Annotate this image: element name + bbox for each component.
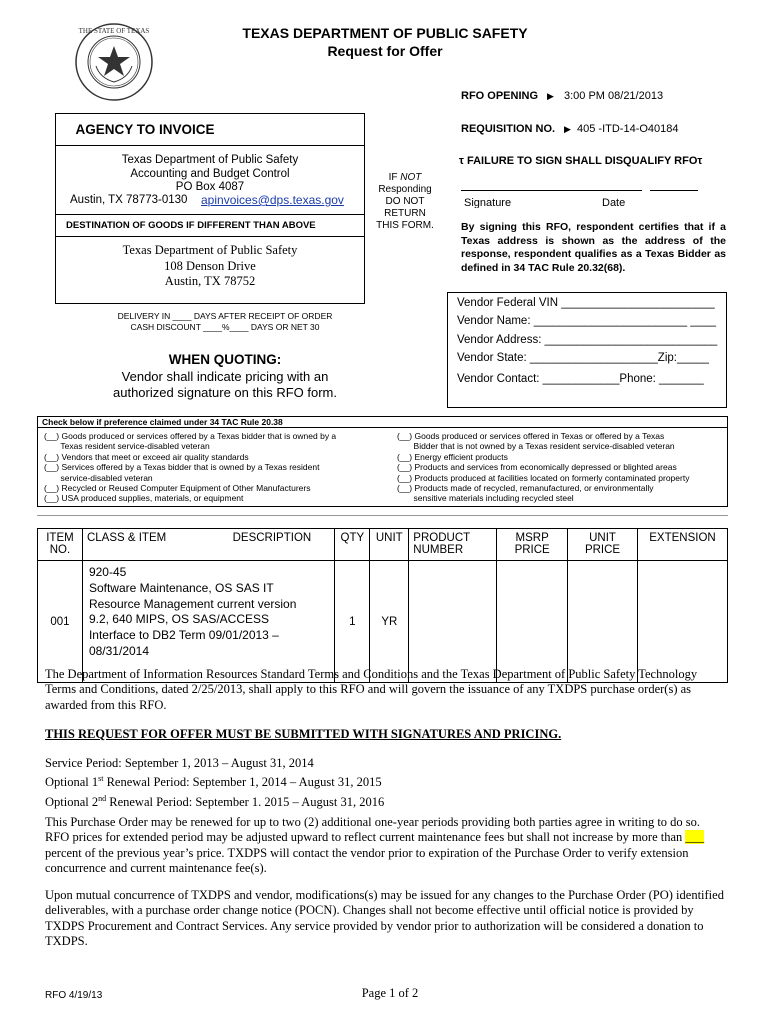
failure-to-sign-warning	[459, 155, 702, 167]
preference-option[interactable]: (__) Products made of recycled, remanufactured, or environmentally	[397, 483, 654, 494]
vendor-address-field[interactable]: Vendor Address: ___________________________	[457, 334, 718, 346]
agency-line2: Accounting and Budget Control	[130, 167, 290, 180]
dest-line3: Austin, TX 78752	[164, 274, 256, 288]
vendor-info-box	[447, 292, 727, 408]
preference-option[interactable]: (__) Products produced at facilities located on formerly contaminated property	[397, 472, 690, 483]
preference-left-list[interactable]	[44, 431, 336, 504]
side-note-if: IF	[388, 172, 401, 183]
tau-symbol: τ	[697, 155, 703, 167]
date-label: Date	[602, 197, 626, 208]
preference-option[interactable]: (__) Energy efficient products	[397, 451, 508, 462]
cell-qty: 1	[335, 561, 370, 683]
rfo-opening-label: RFO OPENING	[461, 90, 539, 102]
preference-option[interactable]: (__) USA produced supplies, materials, or equipment	[44, 493, 244, 504]
cell-item-no: 001	[38, 561, 83, 683]
preference-heading: Check below if preference claimed under 34 TAC Rule 20.38	[38, 417, 727, 428]
side-note-line3: DO NOT	[385, 196, 425, 207]
delivery-terms	[75, 311, 375, 332]
renewal-text-a: This Purchase Order may be renewed for up to two (2) additional one-year periods providing both parties agree in writing to do so. RFO prices for extended period may be adjusted upward to reflect current maintenance fees but shall not increase by more than	[45, 815, 701, 845]
date-line[interactable]	[650, 190, 698, 191]
quoting-line2: authorized signature on this RFO form.	[113, 385, 337, 400]
destination-header	[56, 214, 364, 237]
col-class-item: CLASS & ITEM	[86, 532, 167, 544]
terms-paragraph: The Department of Information Resources Standard Terms and Conditions and the Texas Department of Public Safety Technology Terms and Conditions, dated 2/25/2013, shall apply to this RFO and will govern the issuance of any TXDPS purchase order(s) as awarded from this RFO.	[45, 667, 698, 712]
side-note-line4: RETURN	[384, 208, 426, 219]
form-id: RFO 4/19/13	[45, 990, 103, 1001]
certification-text: By signing this RFO, respondent certifies that if a Texas address is shown as the address of the response, respondent qualifies as a Texas Bidder as defined in 34 TAC Rule 20.32(68).	[461, 221, 726, 274]
preference-option[interactable]: (__) Goods produced or services offered by a Texas bidder that is owned by a	[44, 431, 337, 441]
desc-line: 9.2, 640 MIPS, OS SAS/ACCESS	[88, 612, 270, 627]
preference-option: service-disabled veteran	[44, 472, 153, 483]
cell-extension[interactable]	[637, 561, 727, 683]
page-subtitle: Request for Offer	[327, 43, 443, 59]
col-unit: UNIT	[370, 529, 409, 561]
when-quoting	[75, 352, 375, 401]
vendor-name-field[interactable]: Vendor Name: ________________________ ____	[457, 315, 716, 327]
modifications-paragraph: Upon mutual concurrence of TXDPS and vendor, modifications(s) may be issued for any changes to the Purchase Order (PO) identified deliverables, with a purchase order change notice (POCN). Changes shall not become effective until official notice is provided by TXDPS Procurement and Contract Services. Any service provided by vendor prior to authorization will be considered a donation to TXDPS.	[45, 888, 724, 948]
agency-heading: AGENCY TO INVOICE	[75, 122, 215, 137]
optional-renewal-2: Optional 2nd Renewal Period: September 1. 2015 – August 31, 2016	[45, 793, 385, 809]
percent-blank-field[interactable]: ___	[685, 830, 705, 845]
signature-line[interactable]	[461, 190, 642, 191]
preference-option[interactable]: (__) Products and services from economically depressed or blighted areas	[397, 462, 677, 473]
table-row	[38, 561, 728, 683]
signature-label: Signature	[464, 197, 512, 208]
rfo-opening-value: 3:00 PM 08/21/2013	[564, 90, 664, 102]
col-extension: EXTENSION	[637, 529, 727, 561]
preference-option: Texas resident service-disabled veteran	[44, 441, 210, 452]
agency-to-invoice-box	[55, 113, 365, 304]
requisition-label: REQUISITION NO.	[461, 123, 556, 135]
preference-option[interactable]: (__) Goods produced or services offered in Texas or offered by a Texas	[397, 431, 665, 441]
col-unit-price: UNIT PRICE	[568, 529, 638, 561]
dest-line2: 108 Denson Drive	[164, 258, 256, 273]
tau-symbol: τ	[459, 155, 464, 167]
preference-right-list[interactable]	[397, 431, 689, 504]
dest-line1: Texas Department of Public Safety	[122, 243, 298, 257]
side-note-line5: THIS FORM.	[376, 220, 434, 231]
page-number: Page 1 of 2	[361, 986, 419, 1000]
agency-email-link[interactable]: apinvoices@dps.texas.gov	[201, 193, 344, 207]
delivery-line1: DELIVERY IN ____ DAYS AFTER RECEIPT OF ORDER	[117, 311, 333, 321]
side-note-line2: Responding	[378, 184, 432, 195]
preference-option: Bidder that is not owned by a Texas resident service-disabled veteran	[397, 441, 675, 452]
failure-text: FAILURE TO SIGN SHALL DISQUALIFY RFO	[466, 155, 698, 167]
agency-city: Austin, TX 78773-0130	[70, 194, 188, 206]
side-note-not: NOT	[400, 172, 422, 183]
agency-header	[56, 114, 364, 146]
delivery-line2: CASH DISCOUNT ____%____ DAYS OR NET 30	[130, 321, 320, 332]
renewal-text-b: percent of the previous year’s price. TXDPS will contact the vendor prior to expiration of the Purchase Order to verify extension concurrence and current maintenance fee(s).	[45, 845, 689, 875]
vendor-contact-field[interactable]: Vendor Contact: ____________Phone: _______	[457, 373, 704, 385]
preference-option[interactable]: (__) Recycled or Reused Computer Equipment of Other Manufacturers	[44, 483, 311, 494]
quoting-heading: WHEN QUOTING:	[168, 352, 282, 367]
agency-line1: Texas Department of Public Safety	[121, 154, 299, 166]
cell-msrp-price[interactable]	[497, 561, 568, 683]
cell-unit: YR	[370, 561, 409, 683]
optional-renewal-1: Optional 1st Renewal Period: September 1, 2014 – August 31, 2015	[45, 774, 382, 790]
destination-address	[56, 243, 364, 290]
preference-box	[37, 416, 728, 507]
preference-option[interactable]: (__) Services offered by a Texas bidder that is owned by a Texas resident	[44, 462, 320, 473]
col-description: DESCRIPTION	[232, 532, 312, 544]
col-item-no: ITEM NO.	[38, 529, 83, 561]
items-table	[37, 528, 728, 683]
desc-line: 920-45	[88, 565, 127, 579]
vendor-vin-field[interactable]: Vendor Federal VIN ________________________	[457, 297, 715, 309]
renewal-periods	[45, 756, 725, 810]
agency-line3: PO Box 4087	[175, 181, 245, 193]
desc-line: Resource Management current version	[88, 596, 297, 611]
table-header-row	[38, 529, 728, 561]
preference-option: sensitive materials including recycled steel	[397, 493, 574, 504]
preference-option[interactable]: (__) Vendors that meet or exceed air quality standards	[44, 451, 249, 462]
texas-state-seal-icon	[74, 22, 154, 102]
renewal-paragraph	[45, 815, 725, 876]
page-title: TEXAS DEPARTMENT OF PUBLIC SAFETY	[242, 25, 528, 41]
must-submit-notice: THIS REQUEST FOR OFFER MUST BE SUBMITTED WITH SIGNATURES AND PRICING.	[45, 727, 562, 741]
col-product-number: PRODUCT NUMBER	[409, 529, 497, 561]
col-class-description	[82, 529, 334, 561]
vendor-state-field[interactable]: Vendor State: ____________________Zip:_____	[457, 352, 709, 364]
agency-address	[56, 154, 364, 195]
destination-label: DESTINATION OF GOODS IF DIFFERENT THAN ABOVE	[66, 220, 316, 231]
cell-unit-price[interactable]	[568, 561, 638, 683]
seal-text: THE STATE OF TEXAS	[78, 27, 150, 35]
divider	[37, 515, 728, 516]
return-form-note	[372, 172, 438, 232]
quoting-line1: Vendor shall indicate pricing with an	[121, 369, 329, 384]
right-triangle-icon: ▶	[547, 91, 554, 101]
requisition-value: 405 -ITD-14-O40184	[577, 123, 679, 135]
desc-line: 08/31/2014	[88, 643, 150, 658]
col-msrp-price: MSRP PRICE	[497, 529, 568, 561]
desc-line: Interface to DB2 Term 09/01/2013 –	[88, 628, 279, 643]
cell-description	[82, 561, 334, 683]
right-triangle-icon: ▶	[564, 124, 571, 134]
service-period: Service Period: September 1, 2013 – August 31, 2014	[45, 756, 314, 770]
cell-product-number[interactable]	[409, 561, 497, 683]
desc-line: Software Maintenance, OS SAS IT	[88, 580, 274, 595]
col-qty: QTY	[335, 529, 370, 561]
